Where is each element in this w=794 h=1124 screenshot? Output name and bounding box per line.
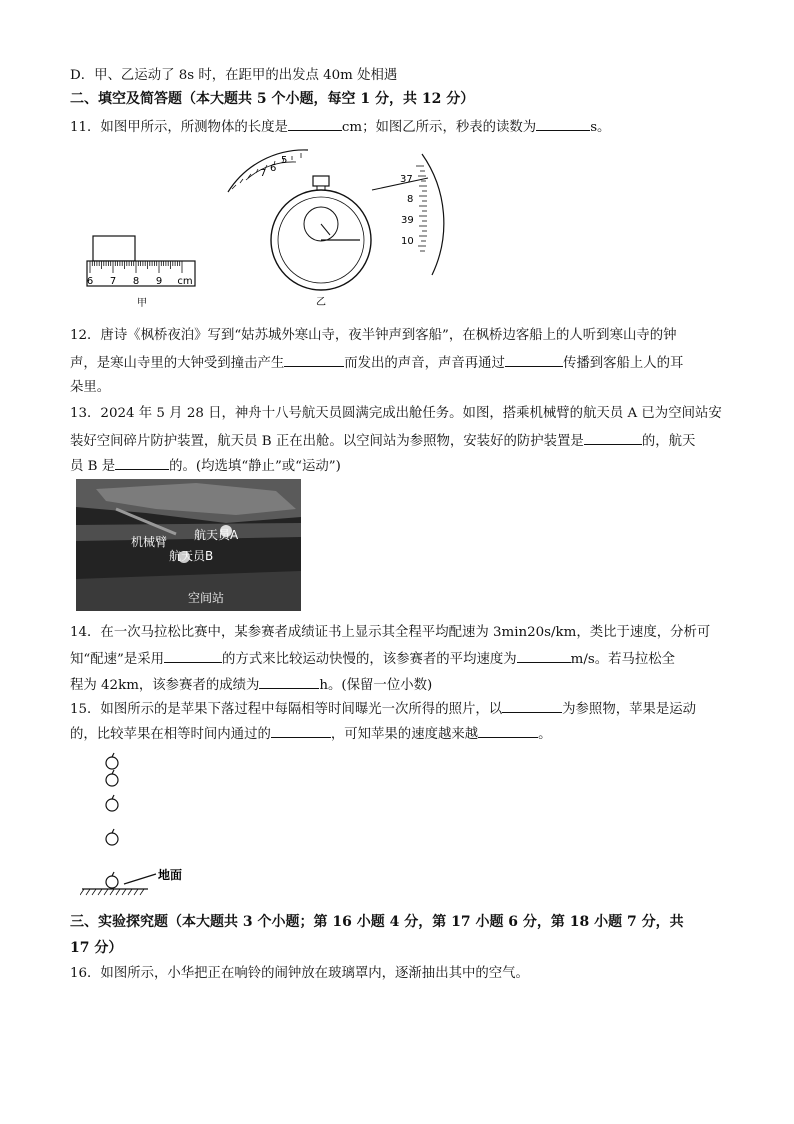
- q15-text-c: 的，比较苹果在相等时间内通过的: [70, 727, 271, 742]
- second-dial-zoom: [372, 154, 444, 275]
- apple-icon: [106, 753, 118, 769]
- apple-icon: [106, 770, 118, 786]
- falling-apple-figure: [80, 746, 220, 906]
- question-14-line-1: 14．在一次马拉松比赛中，某参赛者成绩证书上显示其全程平均配速为 3min20s/km，类比于速度，分析可: [70, 625, 711, 640]
- question-14-line-2: [70, 648, 730, 669]
- photo-label-astronaut-a: 航天员A: [194, 528, 239, 542]
- sec-dial-37: 37: [400, 174, 413, 185]
- q15-text-b: 为参照物，苹果是运动: [562, 702, 697, 717]
- q12-text-a: 声，是寒山寺里的大钟受到撞击产生: [70, 356, 285, 371]
- photo-label-station: 空间站: [188, 591, 225, 605]
- q11-blank-length: [288, 116, 342, 131]
- q13-blank-2: [115, 455, 169, 470]
- q14-blank-1: [164, 648, 222, 663]
- option-d: D．甲、乙运动了 8s 时，在距甲的出发点 40m 处相遇: [70, 68, 398, 83]
- q15-text-d: ，可知苹果的速度越来越: [330, 727, 479, 742]
- q12-blank-2: [505, 352, 563, 367]
- min-dial-5: 5: [281, 155, 288, 166]
- q15-blank-3: [478, 723, 538, 738]
- minute-dial-zoom: [228, 150, 308, 192]
- ruler-tick-6: 6: [86, 276, 94, 287]
- q13-text-d: 的。(均选填“静止”或“运动”): [169, 459, 341, 474]
- sec-dial-8: 8: [407, 194, 414, 205]
- q15-text-e: 。: [538, 727, 552, 742]
- photo-label-astronaut-b: 航天员B: [169, 549, 214, 563]
- ground-label: 地面: [158, 868, 183, 882]
- min-dial-7: 7: [260, 168, 267, 179]
- spacewalk-photo: [76, 479, 301, 611]
- q14-blank-2: [517, 648, 571, 663]
- q13-text-c: 员 B 是: [70, 459, 116, 474]
- sec-dial-39: 39: [401, 215, 414, 226]
- q14-text-b: 的方式来比较运动快慢的，该参赛者的平均速度为: [222, 652, 517, 667]
- q14-text-d: 程为 42km，该参赛者的成绩为: [70, 678, 260, 693]
- question-14-line-3: [70, 674, 730, 695]
- question-11: [70, 116, 730, 137]
- photo-label-arm: 机械臂: [131, 535, 168, 549]
- ruler-tick-8: 8: [132, 276, 140, 287]
- apple-icon: [106, 829, 118, 845]
- q11-text-b: cm；如图乙所示，秒表的读数为: [341, 120, 537, 135]
- ruler-caption: 甲: [137, 298, 147, 309]
- q15-blank-1: [502, 698, 562, 713]
- question-16: 16．如图所示，小华把正在响铃的闹钟放在玻璃罩内，逐渐抽出其中的空气。: [70, 966, 529, 981]
- q13-blank-1: [584, 430, 642, 445]
- q11-text-a: 11．如图甲所示，所测物体的长度是: [70, 120, 288, 135]
- question-15-line-1: [70, 698, 730, 719]
- question-12-line-3: 朵里。: [70, 380, 111, 395]
- section-3-heading-line-2: 17 分）: [70, 940, 123, 956]
- q15-text-a: 15．如图所示的是苹果下落过程中每隔相等时间曝光一次所得的照片，以: [70, 702, 503, 717]
- q13-text-a: 装好空间碎片防护装置，航天员 B 正在出舱。以空间站为参照物，安装好的防护装置是: [70, 434, 584, 449]
- q11-figures: [80, 140, 450, 310]
- ruler-figure: [87, 236, 195, 309]
- ruler-tick-7: 7: [109, 276, 117, 287]
- section-3-heading-line-1: 三、实验探究题（本大题共 3 个小题；第 16 小题 4 分，第 17 小题 6 分，第 18 小题 7 分，共: [70, 914, 684, 930]
- question-13-line-3: [70, 455, 730, 476]
- q12-blank-1: [284, 352, 344, 367]
- question-12-line-1: 12．唐诗《枫桥夜泊》写到“姑苏城外寒山寺，夜半钟声到客船”，在枫桥边客船上的人听到寒山寺的钟: [70, 328, 677, 343]
- ruler-unit-cm: cm: [177, 276, 193, 287]
- min-dial-6: 6: [270, 163, 277, 174]
- q14-text-e: h。(保留一位小数): [319, 678, 433, 693]
- q14-blank-3: [259, 674, 319, 689]
- q15-blank-2: [271, 723, 331, 738]
- apple-icon: [106, 872, 118, 888]
- q12-text-c: 传播到客船上人的耳: [562, 356, 684, 371]
- q14-text-c: m/s。若马拉松全: [570, 652, 676, 667]
- q13-text-b: 的，航天: [641, 434, 696, 449]
- q11-text-c: s。: [590, 120, 611, 135]
- question-15-line-2: [70, 723, 730, 744]
- question-12-line-2: [70, 352, 730, 373]
- q12-text-b: 而发出的声音，声音再通过: [344, 356, 505, 371]
- q11-blank-seconds: [536, 116, 590, 131]
- stopwatch-figure: [271, 176, 371, 308]
- apple-icon: [106, 795, 118, 811]
- q14-text-a: 知“配速”是采用: [70, 652, 165, 667]
- question-13-line-1: 13．2024 年 5 月 28 日，神舟十八号航天员圆满完成出舱任务。如图，搭乘机械臂的航天员 A 已为空间站安: [70, 406, 722, 421]
- sec-dial-10: 10: [401, 236, 414, 247]
- stopwatch-caption: 乙: [316, 297, 326, 308]
- question-13-line-2: [70, 430, 730, 451]
- ruler-tick-9: 9: [155, 276, 163, 287]
- section-2-heading: 二、填空及简答题（本大题共 5 个小题，每空 1 分，共 12 分）: [70, 91, 475, 107]
